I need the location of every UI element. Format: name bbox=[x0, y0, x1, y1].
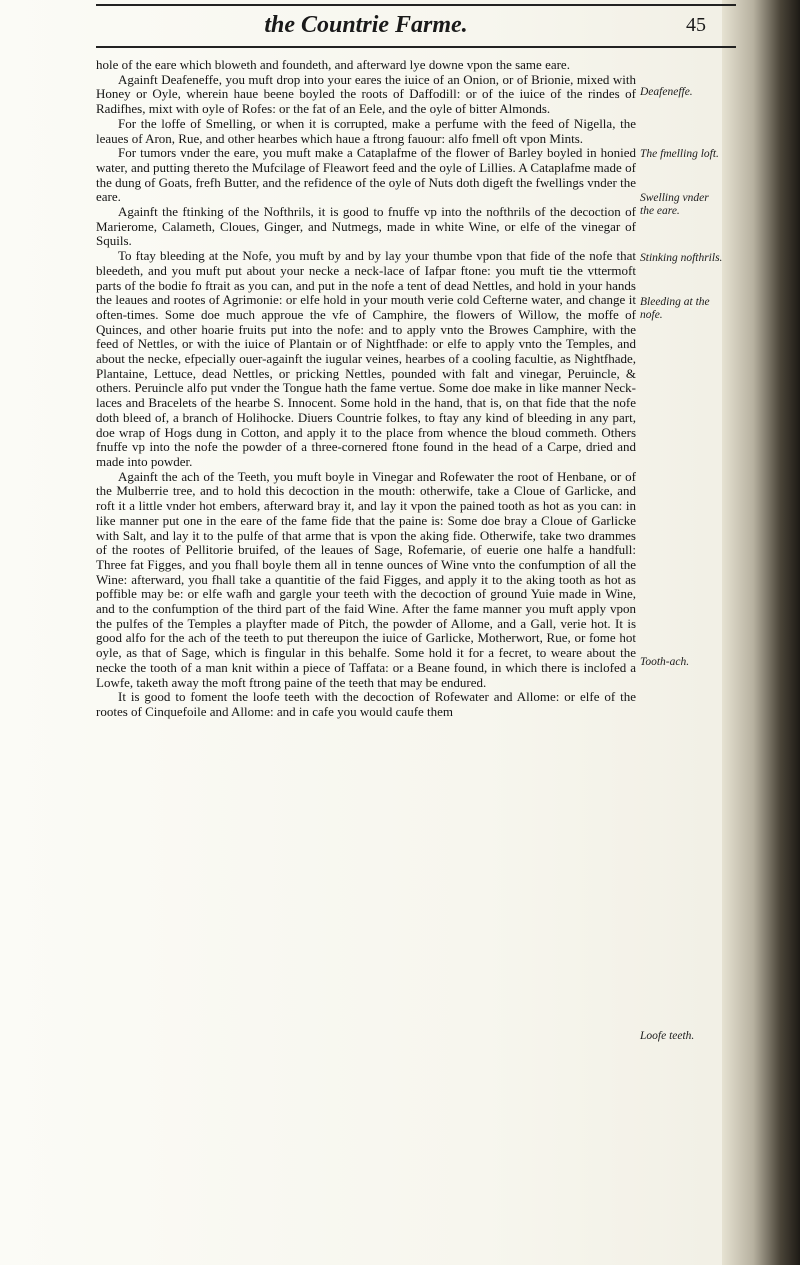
top-rule bbox=[96, 4, 736, 6]
margin-note-swelling: Swelling vnder the eare. bbox=[640, 192, 709, 217]
running-title: the Countrie Farme. bbox=[264, 12, 468, 38]
header-underline bbox=[96, 46, 736, 48]
paragraph-smelling: For the loffe of Smelling, or when it is corrupted, make a perfume with the feed of Nigella, the leaues of Aron, Rue, and other hearbes which haue a ftrong fauour: alfo fmell oft vpon Mints. bbox=[96, 115, 636, 146]
book-gutter-shadow bbox=[722, 0, 800, 1265]
paragraph-tumors: For tumors vnder the eare, you muft make a Cataplafme of the flower of Barley boyled in honied water, and putting thereto the Mufcilage of Fleawort feed and the oyle of Lillies. A Cataplafme made of the dung of Goats, frefh Butter, and the refidence of the oyle of Nuts doth digeft the fwellings vnder the eare. bbox=[96, 145, 636, 205]
paragraph-stinking-nostrils: Againft the ftinking of the Nofthrils, it is good to fnuffe vp into the nofthrils of the decoction of Marierome, Calameth, Cloues, Ginger, and Nutmegs, made in white Wine, or elfe of the vinegar of Squils. bbox=[96, 204, 636, 249]
margin-note-bleeding: Bleeding at the nofe. bbox=[640, 296, 710, 321]
paragraph-loose-teeth: It is good to foment the loofe teeth with the decoction of Rofewater and Allome: or elfe of the rootes of Cinquefoile and Allome: and in cafe you would caufe them bbox=[96, 689, 636, 719]
paragraph-ear-continued: hole of the eare which bloweth and foundeth, and afterward lye downe vpon the same eare. bbox=[96, 57, 570, 72]
margin-note-toothache: Tooth-ach. bbox=[640, 656, 690, 668]
paragraph-deafeness: Againft Deafeneffe, you muft drop into your eares the iuice of an Onion, or of Brionie, mixed with Honey or Oyle, wherein haue beene boyled the roots of Daffodill: or of the iuice of the rindes of Radifhes, mixt with oyle of Rofes: or the fat of an Eele, and the oyle of bitter Almonds. bbox=[96, 71, 636, 117]
paragraph-toothache: Againft the ach of the Teeth, you muft boyle in Vinegar and Rofewater the root of Henbane, or of the Mulberrie tree, and to hold this decoction in the mouth: otherwife, take a Cloue of Garlicke, and roft it a little vnder hot embers, afterward bray it, and lay it vpon the pained tooth as hot as you can: in like manner put one in the eare of the fame fide that the paine is: Some doe bray a Cloue of Garlicke with Salt, and lay it to the pulfe of that arme that is vpon the aking fide. Otherwife, take two drammes of the rootes of Pellitorie bruifed, of the leaues of Sage, Rofemarie, of euerie one halfe a handfull: Three fat Figges, and you fhall boyle them all in tenne ounces of Wine vnto the confumption of all the Wine: afterward, you fhall take a quantitie of the faid Figges, and apply it to the aking tooth as hot as poffible may be: or elfe wafh and gargle your teeth with the decoction of ground Yuie made in Wine, and to the confumption of the third part of the faid Wine. After the fame manner you muft apply vpon the pulfes of the Temples a playfter made of Pitch, the powder of Allome, and a Gall, verie hot. It is good alfo for the ach of the teeth to put thereupon the iuice of Garlicke, Motherwort, Rue, or fome hot oyle, as that of Sage, which is fingular in this behalfe. Some hold it for a fecret, to weare about the necke the tooth of a man knit within a piece of Taffata: or a Beane found, in which there is inclofed a Lowfe, taketh away the moft ftrong paine of the teeth that may be endured. bbox=[96, 468, 636, 690]
page-number: 45 bbox=[686, 14, 706, 36]
margin-note-deafenesse: Deafeneffe. bbox=[640, 86, 693, 98]
paragraph-nosebleed: To ftay bleeding at the Nofe, you muft by and by lay your thumbe vpon that fide of the nofe that bleedeth, and you muft put about your necke a neck-lace of Iafpar ftone: you muft tie the vttermoft parts of the bodie fo ftrait as you can, and put in the nofe a tent of dead Nettles, and hold in your hands the leaues and rootes of Agrimonie: or elfe hold in your mouth verie cold Cefterne water, and change it often-times. Some doe much approue the vfe of Camphire, the flowers of Willow, the moffe of Quinces, and other hoarie fruits put into the nofe: and to apply vnto the Browes Camphire, with the feed of Nettles, or with the iuice of Plantain or of Nightfhade: or elfe to apply vnto the Temples, and about the necke, efpecially ouer-againft the iugular veines, hearbes of a cooling facultie, as Nightfhade, Plantaine, Lettuce, dead Nettles, or pricking Nettles, pounded with falt and vinegar, Peruincle, & others. Peruincle alfo put vnder the Tongue hath the fame vertue. Some doe make in like manner Neck-laces and Bracelets of the hearbe S. Innocent. Some hold in the hand, that is, on that fide that the nofe doth bleed of, a branch of Holihocke. Diuers Countrie folkes, to ftay any kind of bleeding in any part, doe wrap of Hogs dung in Cotton, and apply it to the place from whence the bloud commeth. Others fnuffe vp into the nofe the powder of a three-cornered ftone found in the head of a Carpe, dried and made into powder. bbox=[96, 248, 636, 469]
margin-note-stinking: Stinking nofthrils. bbox=[640, 252, 723, 264]
body-text bbox=[96, 58, 636, 720]
margin-note-loose-teeth: Loofe teeth. bbox=[640, 1030, 695, 1042]
margin-note-smelling: The fmelling loft. bbox=[640, 148, 719, 160]
